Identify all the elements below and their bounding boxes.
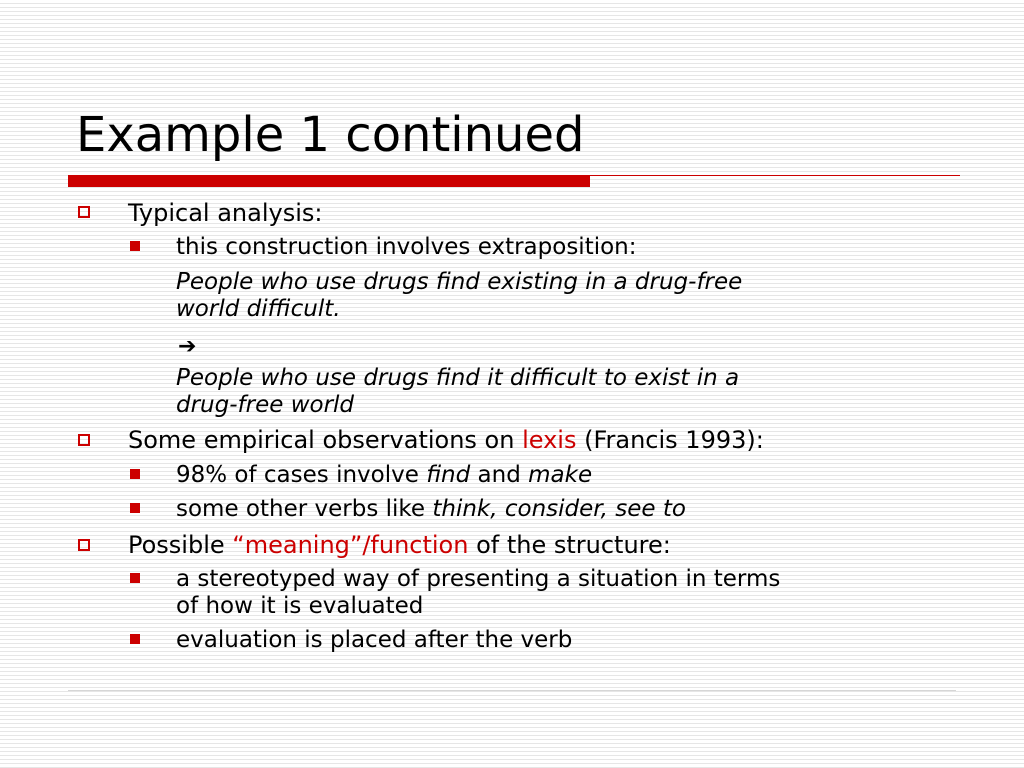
bullet-text: Some empirical observations on xyxy=(128,426,523,454)
hollow-square-bullet-icon xyxy=(78,206,90,218)
emphasis-find: find xyxy=(426,462,471,488)
footer-rule xyxy=(68,690,956,691)
bullet-meaning-function xyxy=(128,530,671,560)
bullet-empirical-observations xyxy=(128,425,764,455)
emphasis-verbs: think, consider, see to xyxy=(432,496,686,522)
highlight-lexis: lexis xyxy=(522,426,577,454)
filled-square-bullet-icon xyxy=(130,634,140,644)
sub-bullet-stereotyped-line-1: a stereotyped way of presenting a situation in terms xyxy=(176,566,781,592)
emphasis-make: make xyxy=(528,462,593,488)
bullet-text: of the structure: xyxy=(468,531,671,559)
hollow-square-bullet-icon xyxy=(78,434,90,446)
filled-square-bullet-icon xyxy=(130,503,140,513)
sub-bullet-stereotyped-line-2: of how it is evaluated xyxy=(176,593,424,619)
bullet-text: some other verbs like xyxy=(176,496,433,522)
bullet-text: 98% of cases involve xyxy=(176,462,427,488)
example-sentence-2-line-1: People who use drugs find it difficult to exist in a xyxy=(176,365,740,391)
filled-square-bullet-icon xyxy=(130,573,140,583)
slide-title: Example 1 continued xyxy=(76,107,585,163)
hollow-square-bullet-icon xyxy=(78,539,90,551)
sub-bullet-find-make xyxy=(176,460,592,490)
example-sentence-2-line-2: drug-free world xyxy=(176,392,355,418)
bullet-text: and xyxy=(470,462,529,488)
right-arrow-icon: ➔ xyxy=(178,334,197,359)
example-sentence-1-line-2: world difficult. xyxy=(176,296,341,322)
sub-bullet-extraposition: this construction involves extraposition: xyxy=(176,234,637,260)
bullet-text: Possible xyxy=(128,531,233,559)
bullet-text: (Francis 1993): xyxy=(576,426,764,454)
bullet-typical-analysis: Typical analysis: xyxy=(128,199,323,227)
sub-bullet-evaluation-placement: evaluation is placed after the verb xyxy=(176,627,573,653)
sub-bullet-other-verbs xyxy=(176,494,686,524)
filled-square-bullet-icon xyxy=(130,469,140,479)
filled-square-bullet-icon xyxy=(130,241,140,251)
example-sentence-1-line-1: People who use drugs find existing in a drug-free xyxy=(176,269,743,295)
highlight-meaning-function: “meaning”/function xyxy=(232,531,469,559)
